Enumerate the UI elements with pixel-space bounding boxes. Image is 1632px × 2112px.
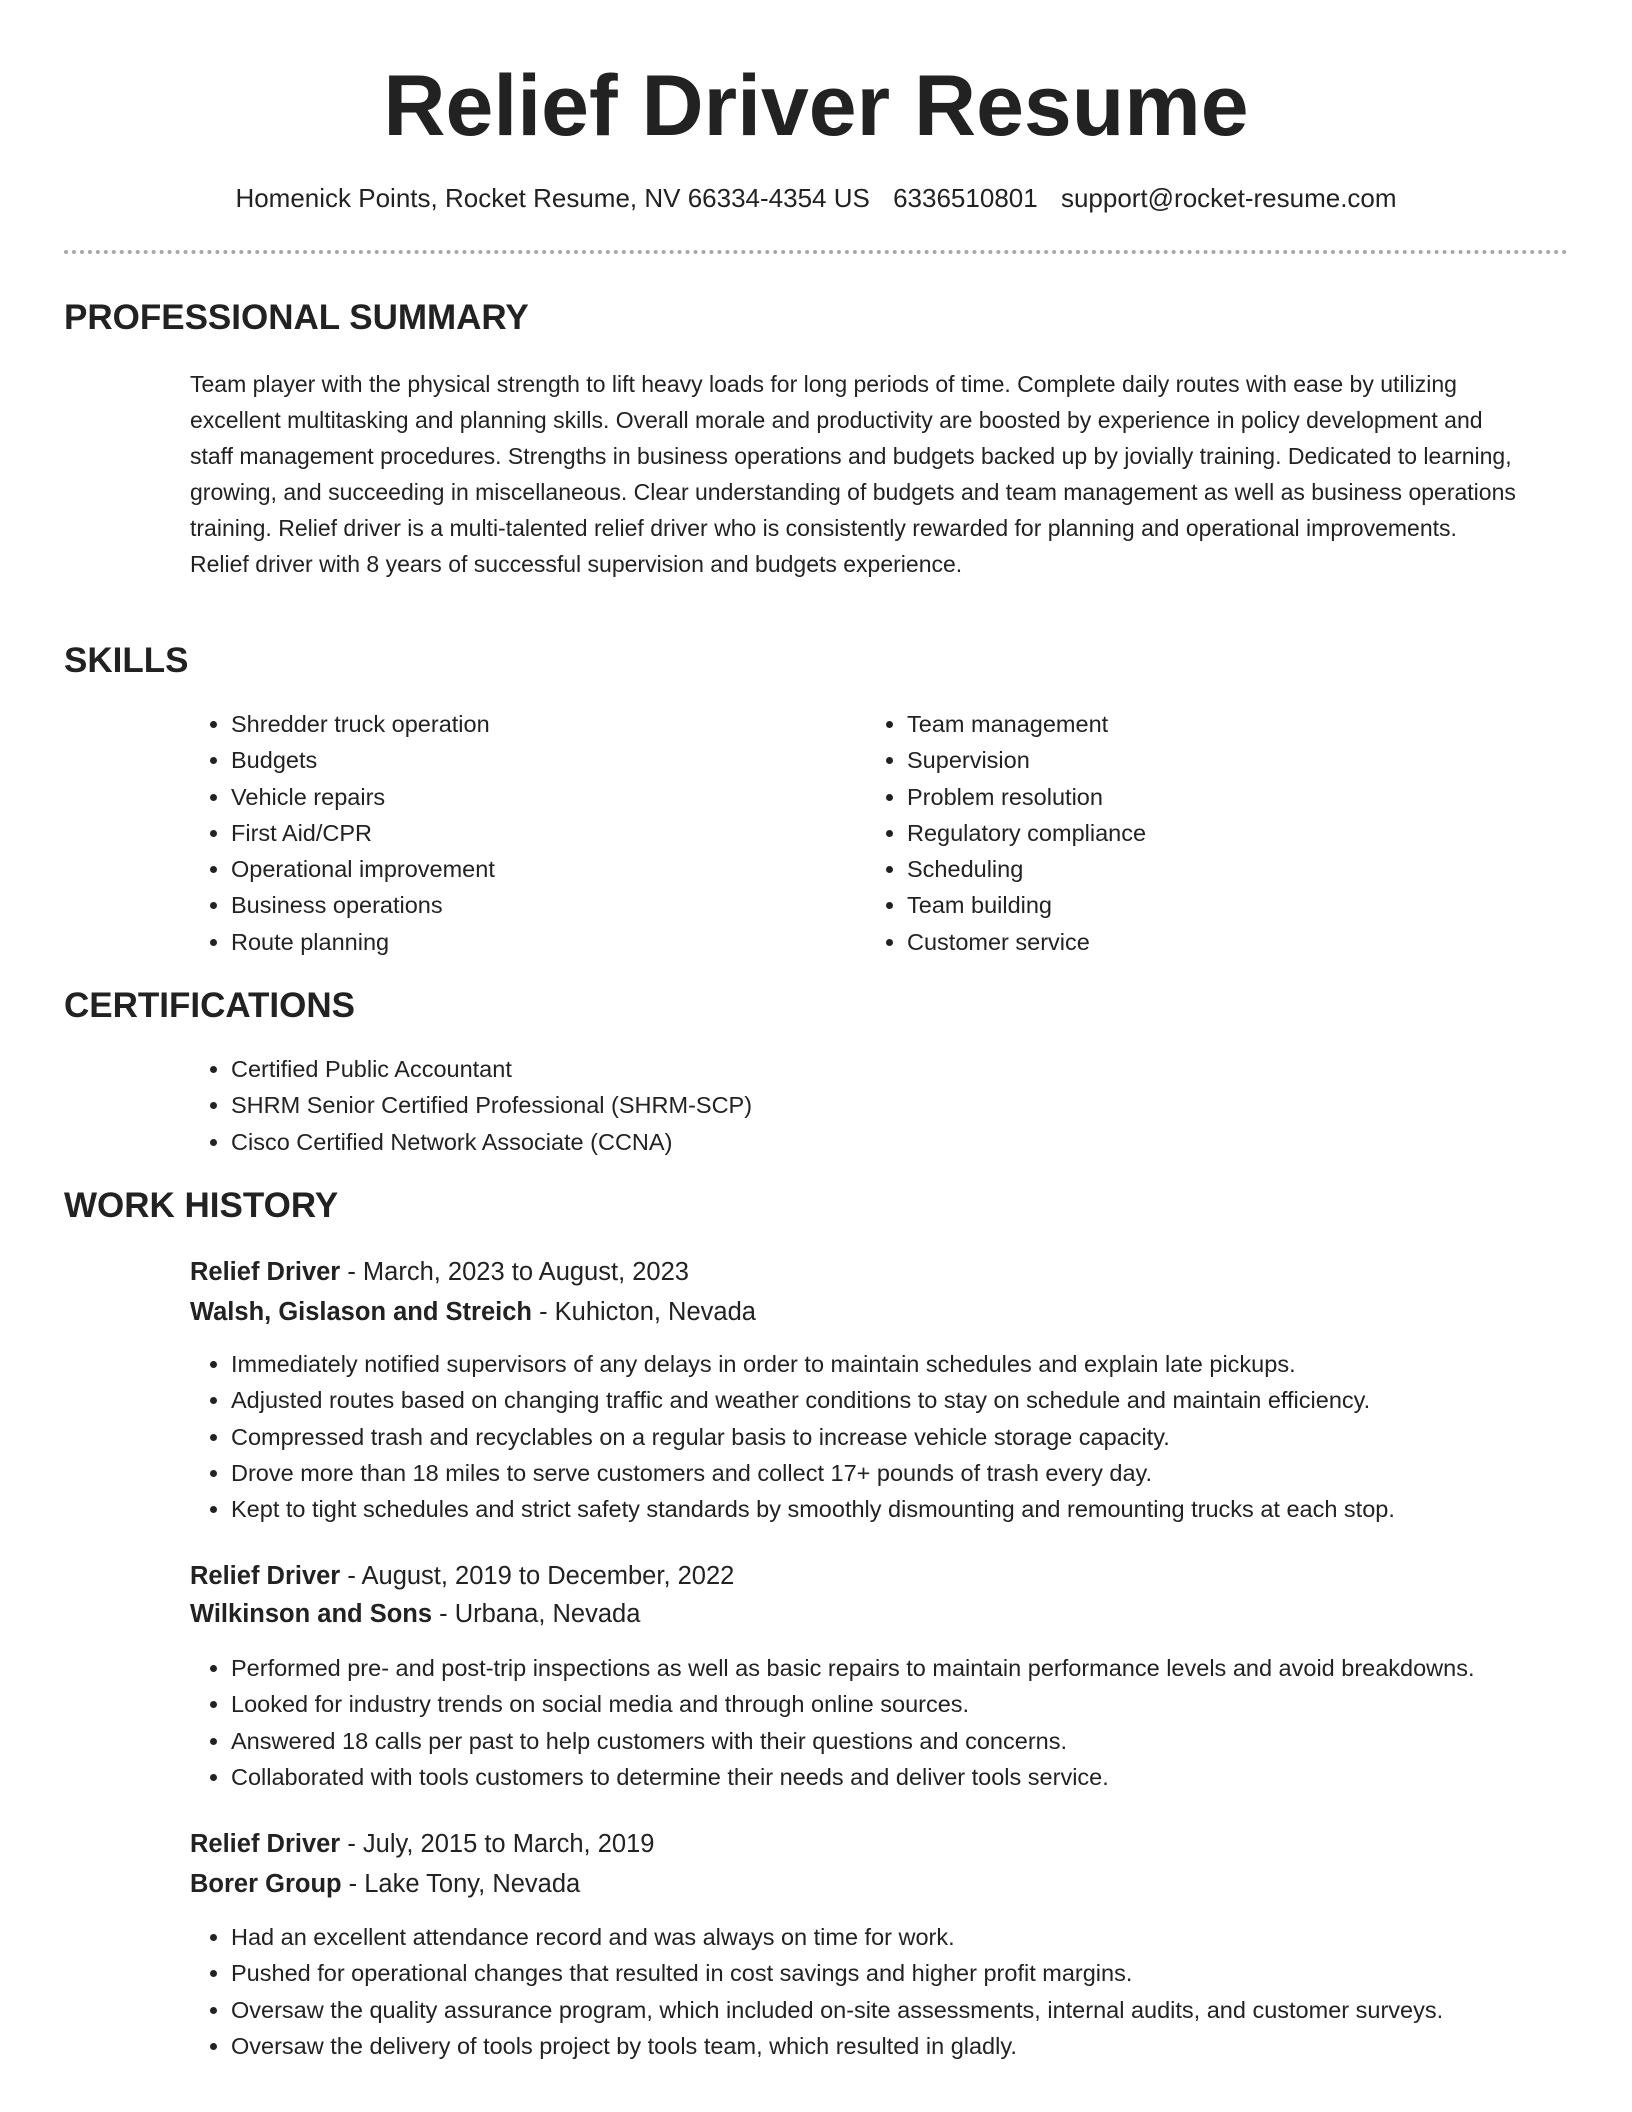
- job-role-line: [190, 1558, 734, 1594]
- work-history-heading: WORK HISTORY: [64, 1186, 339, 1225]
- skill-item: • Scheduling: [907, 851, 1507, 887]
- skill-item: • Operational improvement: [231, 851, 831, 887]
- contact-line: [0, 180, 1632, 216]
- job-duties-list: [188, 1919, 1632, 2064]
- job-dates: - August, 2019 to December, 2022: [340, 1562, 735, 1590]
- certification-item: • Certified Public Accountant: [231, 1051, 1531, 1087]
- job-company: Walsh, Gislason and Streich: [190, 1298, 532, 1326]
- skill-item: • Shredder truck operation: [231, 706, 831, 742]
- skill-item: • Route planning: [231, 924, 831, 960]
- certification-item: • SHRM Senior Certified Professional (SHRM-SCP): [231, 1087, 1531, 1123]
- job-company-line: [190, 1294, 756, 1330]
- job-duty: • Pushed for operational changes that resulted in cost savings and higher profit margins.: [231, 1955, 1632, 1991]
- job-duty: • Collaborated with tools customers to determine their needs and deliver tools service.: [231, 1759, 1632, 1795]
- skill-item: • Business operations: [231, 887, 831, 923]
- skill-item: • Supervision: [907, 742, 1507, 778]
- job-company: Wilkinson and Sons: [190, 1600, 433, 1628]
- job-duty: • Performed pre- and post-trip inspections as well as basic repairs to maintain performance levels and avoid breakdowns.: [231, 1650, 1632, 1686]
- job-duty: • Oversaw the quality assurance program, which included on-site assessments, internal audits, and customer surveys.: [231, 1992, 1632, 2028]
- summary-text: Team player with the physical strength to lift heavy loads for long periods of time. Complete daily routes with ease by utilizing excellent multitasking and planning skills. Overall morale and productivity are boosted by experience in policy development and staff management procedures. Strengths in business operations and budgets backed up by jovially training. Dedicated to learning, growing, and succeeding in miscellaneous. Clear understanding of budgets and team management as well as business operations training. Relief driver is a multi-talented relief driver who is consistently rewarded for planning and operational improvements. Relief driver with 8 years of successful supervision and budgets experience.: [190, 371, 1516, 577]
- skill-item: • First Aid/CPR: [231, 815, 831, 851]
- certifications-heading: CERTIFICATIONS: [64, 986, 356, 1025]
- job-duty: • Had an excellent attendance record and was always on time for work.: [231, 1919, 1632, 1955]
- job-role: Relief Driver: [190, 1830, 341, 1858]
- job-company-line: [190, 1596, 640, 1632]
- header-divider: [64, 250, 1568, 254]
- certification-item: • Cisco Certified Network Associate (CCNA): [231, 1124, 1531, 1160]
- job-duties-list: [188, 1650, 1632, 1795]
- resume-title: Relief Driver Resume: [383, 58, 1249, 154]
- skills-heading: SKILLS: [64, 641, 189, 680]
- job-role-line: [190, 1826, 654, 1862]
- job-duty: • Looked for industry trends on social media and through online sources.: [231, 1686, 1632, 1722]
- job-company: Borer Group: [190, 1870, 342, 1898]
- contact-phone: 6336510801: [893, 183, 1038, 213]
- skill-item: • Regulatory compliance: [907, 815, 1507, 851]
- contact-address: Homenick Points, Rocket Resume, NV 66334-4354 US: [235, 183, 870, 213]
- job-location: - Lake Tony, Nevada: [341, 1870, 581, 1898]
- skill-item: • Vehicle repairs: [231, 779, 831, 815]
- job-duty: • Compressed trash and recyclables on a regular basis to increase vehicle storage capacity.: [231, 1419, 1632, 1455]
- skills-list-left: [188, 706, 831, 960]
- skill-item: • Customer service: [907, 924, 1507, 960]
- job-duty: • Answered 18 calls per past to help customers with their questions and concerns.: [231, 1723, 1632, 1759]
- job-duty: • Drove more than 18 miles to serve customers and collect 17+ pounds of trash every day.: [231, 1455, 1632, 1491]
- job-duty: • Kept to tight schedules and strict safety standards by smoothly dismounting and remounting trucks at each stop.: [231, 1491, 1632, 1527]
- job-duty: • Adjusted routes based on changing traffic and weather conditions to stay on schedule and maintain efficiency.: [231, 1382, 1632, 1418]
- summary-heading: PROFESSIONAL SUMMARY: [64, 298, 529, 337]
- job-dates: - March, 2023 to August, 2023: [340, 1258, 689, 1286]
- job-dates: - July, 2015 to March, 2019: [340, 1830, 655, 1858]
- skill-item: • Budgets: [231, 742, 831, 778]
- job-duty: • Oversaw the delivery of tools project by tools team, which resulted in gladly.: [231, 2028, 1632, 2064]
- job-duty: • Immediately notified supervisors of any delays in order to maintain schedules and explain late pickups.: [231, 1346, 1632, 1382]
- job-role: Relief Driver: [190, 1258, 341, 1286]
- skill-item: • Team management: [907, 706, 1507, 742]
- job-location: - Urbana, Nevada: [432, 1600, 641, 1628]
- job-role: Relief Driver: [190, 1562, 341, 1590]
- contact-email: support@rocket-resume.com: [1060, 183, 1397, 213]
- job-location: - Kuhicton, Nevada: [531, 1298, 756, 1326]
- certifications-list: [188, 1051, 1531, 1160]
- skill-item: • Team building: [907, 887, 1507, 923]
- job-role-line: [190, 1254, 689, 1290]
- job-company-line: [190, 1866, 580, 1902]
- skill-item: • Problem resolution: [907, 779, 1507, 815]
- skills-list-right: [864, 706, 1507, 960]
- job-duties-list: [188, 1346, 1632, 1527]
